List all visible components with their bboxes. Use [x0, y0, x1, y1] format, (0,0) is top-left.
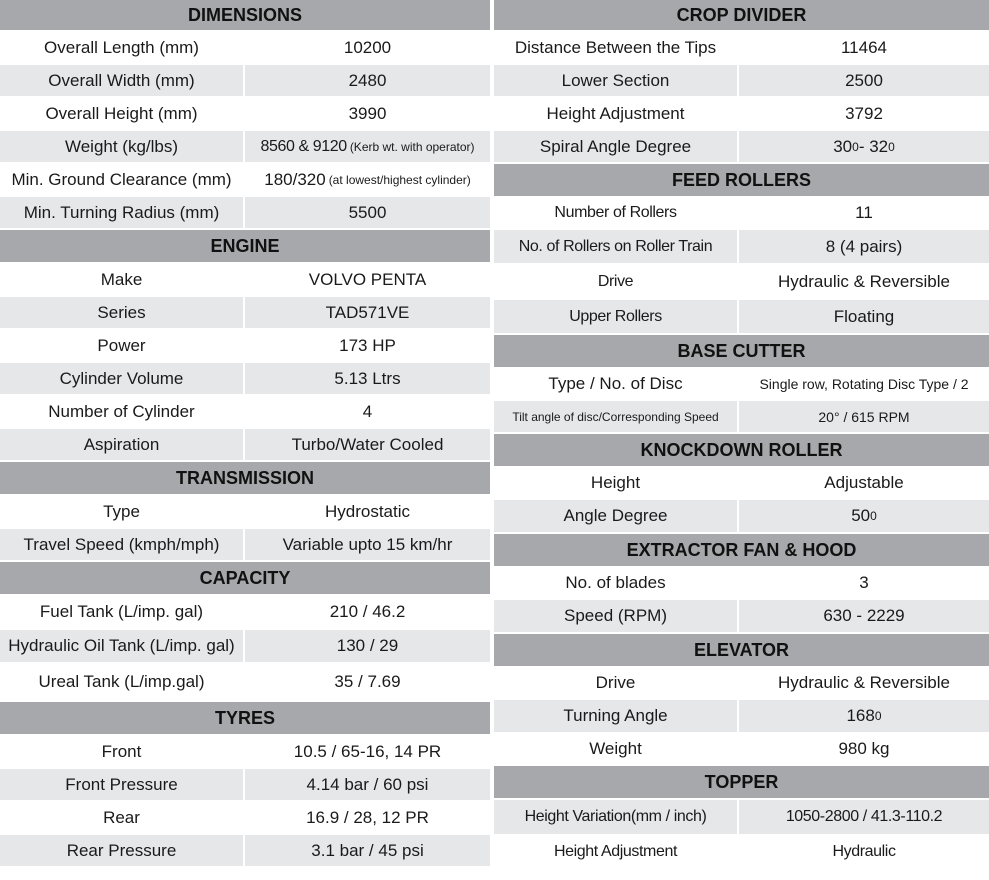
right-spec-column [494, 0, 989, 870]
spec-label: Upper Rollers [494, 300, 739, 333]
spec-label: Overall Width (mm) [0, 65, 245, 96]
spec-row [494, 568, 989, 600]
spec-label: Power [0, 330, 245, 361]
spec-label: Angle Degree [494, 500, 739, 532]
spec-value: 11464 [840, 37, 887, 57]
value-text: 8560 & 9120 [260, 137, 347, 155]
spec-value: 173 HP [339, 335, 396, 355]
spec-value: Hydraulic [832, 843, 896, 860]
spec-value: 1050-2800 / 41.3-110.2 [785, 808, 943, 825]
spec-value: 4.14 bar / 60 psi [306, 774, 429, 794]
spec-value [739, 700, 989, 732]
section-header-extractor-fan-hood: EXTRACTOR FAN & HOOD [494, 534, 989, 568]
spec-label: Travel Speed (kmph/mph) [0, 529, 245, 560]
spec-value: 10.5 / 65-16, 14 PR [293, 741, 442, 761]
spec-value: 980 kg [838, 739, 890, 758]
spec-value: VOLVO PENTA [308, 269, 427, 289]
left-spec-column [0, 0, 490, 868]
spec-value: 5500 [348, 202, 387, 222]
spec-row [0, 664, 490, 702]
spec-row [494, 230, 989, 265]
spec-label: Make [0, 264, 245, 295]
spec-label: Aspiration [0, 429, 245, 460]
spec-row [0, 65, 490, 98]
spec-label: Rear [0, 802, 245, 833]
spec-value: 630 - 2229 [823, 606, 905, 625]
spec-row [494, 500, 989, 534]
spec-row [0, 835, 490, 868]
spec-value: TAD571VE [325, 302, 410, 322]
spec-label: Tilt angle of disc/Corresponding Speed [494, 401, 739, 432]
spec-label: Ureal Tank (L/imp.gal) [0, 664, 245, 700]
spec-row [0, 496, 490, 529]
spec-value [245, 164, 490, 195]
spec-row [494, 131, 989, 164]
spec-value: 5.13 Ltrs [334, 368, 401, 388]
spec-label: Weight [494, 734, 739, 764]
spec-value [739, 131, 989, 162]
spec-row [0, 429, 490, 462]
spec-row [0, 98, 490, 131]
spec-value: 3 [859, 573, 869, 592]
spec-label: Spiral Angle Degree [494, 131, 739, 162]
spec-value: 11 [855, 203, 873, 222]
spec-value: Adjustable [824, 473, 904, 492]
degree-superscript: 0 [874, 709, 882, 723]
spec-label: Type [0, 496, 245, 527]
spec-label: Fuel Tank (L/imp. gal) [0, 596, 245, 628]
spec-row [0, 197, 490, 230]
section-header-tyres: TYRES [0, 702, 490, 736]
spec-label: Front [0, 736, 245, 767]
spec-value: 130 / 29 [336, 636, 399, 655]
spec-row [494, 265, 989, 300]
spec-row [0, 769, 490, 802]
spec-row [0, 363, 490, 396]
value-note: (at lowest/highest cylinder) [328, 172, 471, 187]
spec-value: Hydraulic & Reversible [778, 271, 950, 291]
spec-row [494, 468, 989, 500]
spec-label: Hydraulic Oil Tank (L/imp. gal) [0, 630, 245, 662]
spec-row [494, 98, 989, 131]
spec-row [494, 369, 989, 401]
spec-value: 3.1 bar / 45 psi [311, 840, 424, 860]
spec-label: Distance Between the Tips [494, 32, 739, 63]
section-header-crop-divider: CROP DIVIDER [494, 0, 989, 32]
spec-label: Height [494, 468, 739, 498]
spec-row [0, 529, 490, 562]
value-text: 30 [833, 136, 853, 156]
spec-value: 16.9 / 28, 12 PR [306, 807, 429, 827]
spec-row [494, 836, 989, 870]
spec-row [494, 300, 989, 335]
value-text: - 32 [858, 136, 889, 156]
spec-row [0, 164, 490, 197]
spec-value: 35 / 7.69 [334, 672, 401, 691]
spec-row [0, 596, 490, 630]
spec-label: Lower Section [494, 65, 739, 96]
spec-row [0, 330, 490, 363]
spec-row [494, 198, 989, 230]
value-text: 180/320 [264, 169, 326, 189]
spec-label: Rear Pressure [0, 835, 245, 866]
spec-value: 2480 [348, 70, 387, 90]
spec-label: Front Pressure [0, 769, 245, 800]
spec-label: Cylinder Volume [0, 363, 245, 394]
spec-label: Type / No. of Disc [494, 369, 739, 399]
spec-label: No. of blades [494, 568, 739, 598]
spec-value: Variable upto 15 km/hr [282, 534, 453, 554]
spec-row [494, 734, 989, 766]
spec-label: Turning Angle [494, 700, 739, 732]
section-header-dimensions: DIMENSIONS [0, 0, 490, 32]
spec-row [494, 800, 989, 836]
spec-label: Number of Rollers [494, 198, 739, 228]
spec-value: 3990 [348, 103, 387, 123]
value-note: (Kerb wt. with operator) [349, 139, 475, 154]
spec-label: Weight (kg/lbs) [0, 131, 245, 162]
spec-row [494, 668, 989, 700]
section-header-transmission: TRANSMISSION [0, 462, 490, 496]
spec-row [494, 600, 989, 634]
spec-row [0, 264, 490, 297]
spec-row [0, 131, 490, 164]
section-header-feed-rollers: FEED ROLLERS [494, 164, 989, 198]
section-header-knockdown-roller: KNOCKDOWN ROLLER [494, 434, 989, 468]
spec-label: Height Adjustment [494, 98, 739, 129]
spec-row [494, 401, 989, 434]
spec-value: Turbo/Water Cooled [291, 434, 444, 454]
spec-row [0, 32, 490, 65]
spec-label: Min. Turning Radius (mm) [0, 197, 245, 228]
spec-row [494, 700, 989, 734]
degree-superscript: 0 [852, 139, 859, 154]
spec-row [0, 802, 490, 835]
spec-value: Hydraulic & Reversible [778, 673, 950, 692]
spec-label: Height Adjustment [494, 836, 739, 868]
spec-value [245, 131, 490, 162]
section-header-base-cutter: BASE CUTTER [494, 335, 989, 369]
section-header-engine: ENGINE [0, 230, 490, 264]
spec-row [0, 396, 490, 429]
spec-value: 3792 [845, 103, 883, 123]
degree-superscript: 0 [888, 139, 895, 154]
spec-row [494, 65, 989, 98]
spec-value: 20° / 615 RPM [818, 408, 910, 425]
spec-label: Overall Length (mm) [0, 32, 245, 63]
spec-value: 210 / 46.2 [329, 602, 406, 621]
section-header-topper: TOPPER [494, 766, 989, 800]
spec-value [739, 500, 989, 532]
spec-value: 10200 [343, 37, 392, 57]
value-text: 168 [846, 706, 875, 725]
section-header-elevator: ELEVATOR [494, 634, 989, 668]
spec-label: Number of Cylinder [0, 396, 245, 427]
spec-value: 2500 [845, 70, 883, 90]
section-header-capacity: CAPACITY [0, 562, 490, 596]
spec-label: Drive [494, 668, 739, 698]
spec-label: Min. Ground Clearance (mm) [0, 164, 245, 195]
spec-value: 8 (4 pairs) [825, 236, 903, 256]
spec-row [0, 736, 490, 769]
spec-label: No. of Rollers on Roller Train [494, 230, 739, 263]
spec-label: Series [0, 297, 245, 328]
spec-label: Speed (RPM) [494, 600, 739, 632]
spec-label: Height Variation(mm / inch) [494, 800, 739, 834]
spec-row [494, 32, 989, 65]
spec-value: Hydrostatic [324, 501, 411, 521]
degree-superscript: 0 [870, 509, 877, 523]
spec-row [0, 630, 490, 664]
spec-value: 4 [362, 401, 373, 421]
spec-label: Drive [494, 265, 739, 298]
spec-value: Single row, Rotating Disc Type / 2 [759, 376, 969, 392]
spec-value: Floating [833, 306, 895, 326]
spec-label: Overall Height (mm) [0, 98, 245, 129]
spec-row [0, 297, 490, 330]
value-text: 50 [851, 506, 871, 525]
